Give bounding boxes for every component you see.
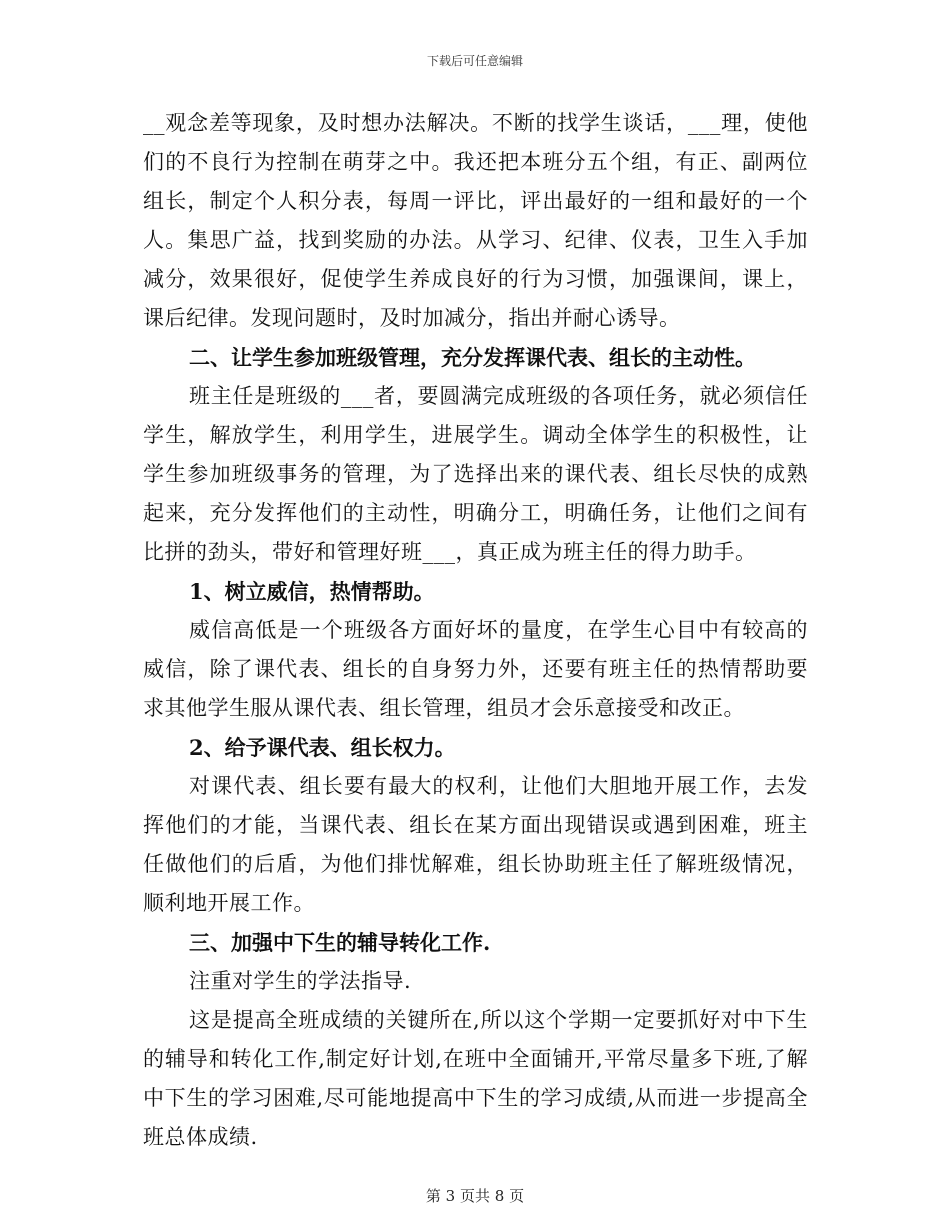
paragraph-3: 威信高低是一个班级各方面好坏的量度，在学生心目中有较高的威信，除了课代表、组长的自身努力外，还要有班主任的热情帮助要求其他学生服从课代表、组长管理，组员才会乐意接受和改正。 bbox=[143, 618, 808, 720]
section-heading-3: 三、加强中下生的辅导转化工作. bbox=[189, 930, 491, 955]
paragraph-5: 注重对学生的学法指导. bbox=[189, 969, 412, 993]
subheading-1: 1、树立威信，热情帮助。 bbox=[189, 579, 435, 604]
subheading-2: 2、给予课代表、组长权力。 bbox=[189, 735, 456, 760]
page-header: 下载后可任意编辑 bbox=[426, 54, 523, 68]
paragraph-4: 对课代表、组长要有最大的权利，让他们大胆地开展工作，去发挥他们的才能，当课代表、组长在某方面出现错误或遇到困难，班主任做他们的后盾，为他们排忧解难，组长协助班主任了解班级情况，顺利地开展工作。 bbox=[143, 774, 808, 915]
paragraph-6: 这是提高全班成绩的关键所在,所以这个学期一定要抓好对中下生的辅导和转化工作,制定好计划,在班中全面铺开,平常尽量多下班,了解中下生的学习困难,尽可能地提高中下生的学习成绩,从而进一步提高全班总体成绩. bbox=[143, 1008, 808, 1149]
page-footer: 第 3 页共 8 页 bbox=[425, 1187, 525, 1205]
section-heading-2: 二、让学生参加班级管理，充分发挥课代表、组长的主动性。 bbox=[189, 345, 756, 370]
paragraph-2: 班主任是班级的___者，要圆满完成班级的各项任务，就必须信任学生，解放学生，利用学生，进展学生。调动全体学生的积极性，让学生参加班级事务的管理，为了选择出来的课代表、组长尽快的成熟起来，充分发挥他们的主动性，明确分工，明确任务，让他们之间有比拼的劲头，带好和管理好班___，真正成为班主任的得力助手。 bbox=[143, 384, 808, 564]
paragraph-1: __观念差等现象，及时想办法解决。不断的找学生谈话，___理，使他们的不良行为控制在萌芽之中。我还把本班分五个组，有正、副两位组长，制定个人积分表，每周一评比，评出最好的一组和最好的一个人。集思广益，找到奖励的办法。从学习、纪律、仪表，卫生入手加减分，效果很好，促使学生养成良好的行为习惯，加强课间，课上，课后纪律。发现问题时，及时加减分，指出并耐心诱导。 bbox=[143, 111, 808, 330]
document-body bbox=[143, 104, 808, 1157]
